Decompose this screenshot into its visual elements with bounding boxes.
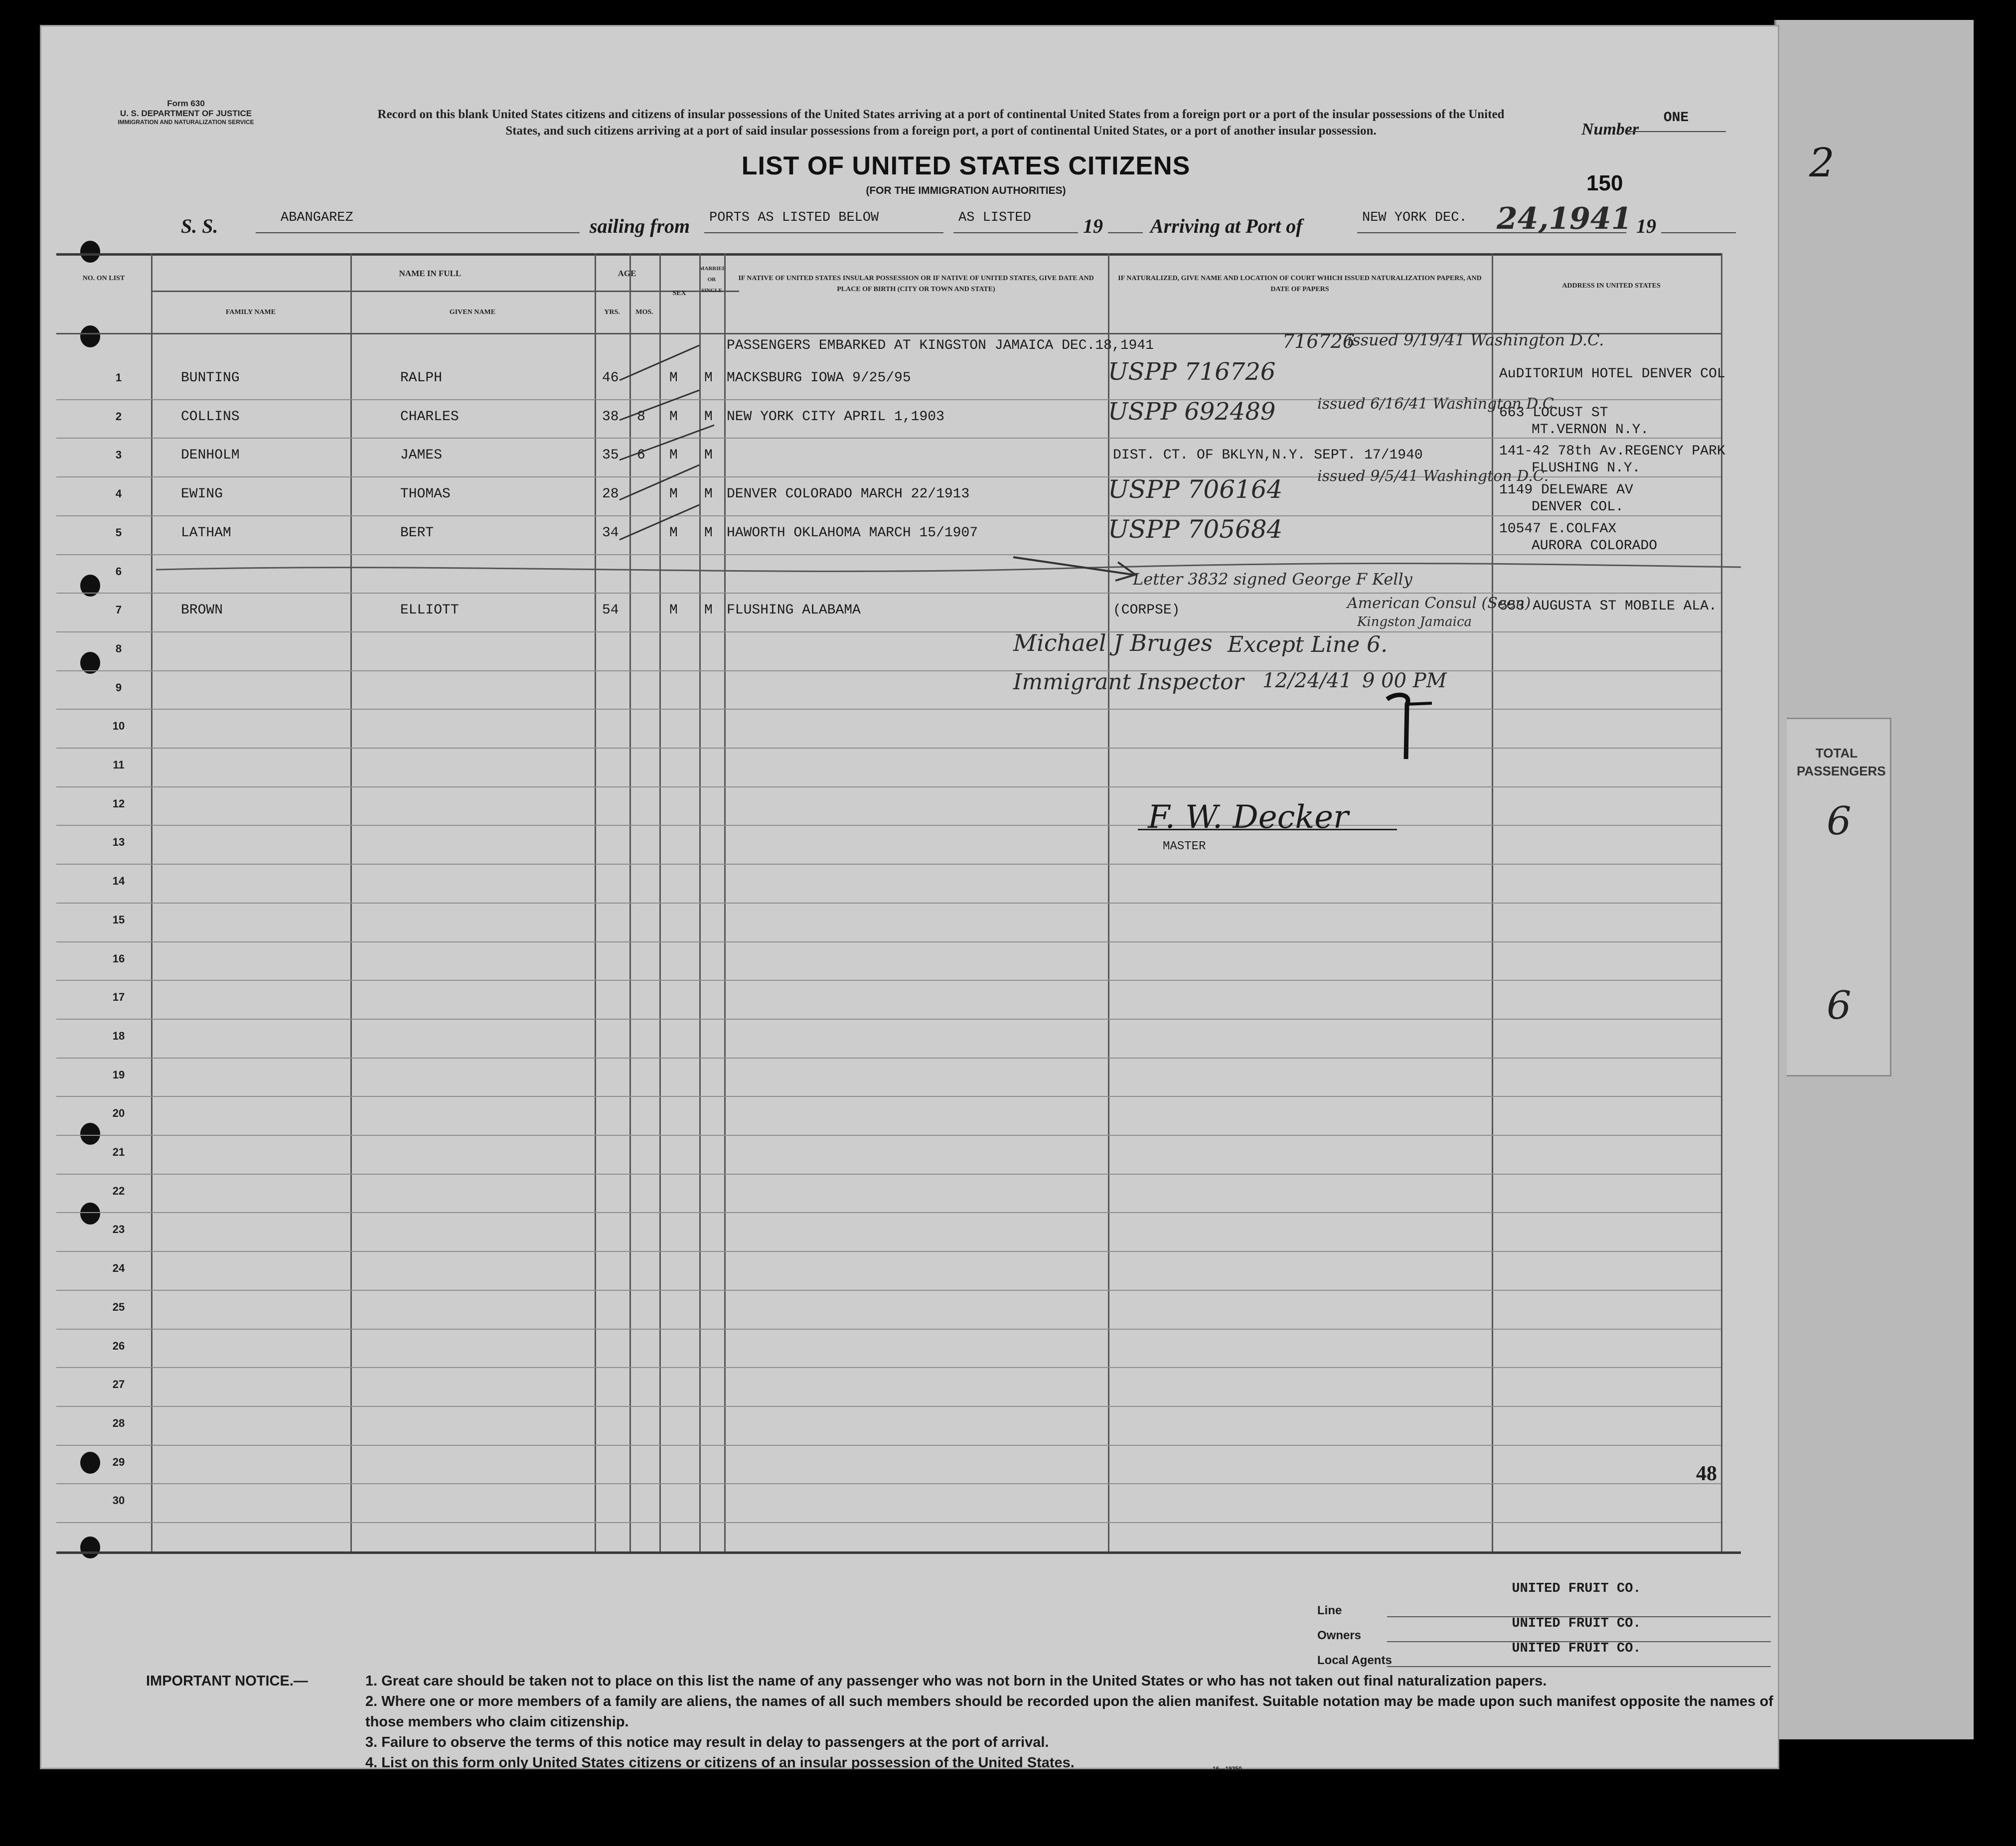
- ship-name: ABANGAREZ: [281, 210, 353, 225]
- corner-mark: 2: [1809, 140, 1835, 186]
- row-number: 5: [115, 526, 122, 539]
- row-number: 10: [112, 720, 125, 733]
- passenger-birthplace: HAWORTH OKLAHOMA MARCH 15/1907: [727, 525, 978, 541]
- arriving-label: Arriving at Port of: [1150, 215, 1303, 237]
- arrival-date: 24,1941: [1497, 201, 1632, 236]
- passenger-marital-status: M: [704, 486, 713, 502]
- passenger-marital-status: M: [704, 448, 713, 463]
- passport-2: USPP 692489: [1108, 398, 1276, 426]
- total-passengers-value-1: 6: [1827, 799, 1852, 844]
- passenger-sex: M: [669, 448, 678, 463]
- passenger-naturalization: (CORPSE): [1113, 603, 1180, 618]
- inspector-title: Immigrant Inspector: [1013, 669, 1244, 695]
- header-name-in-full: NAME IN FULL: [399, 269, 462, 278]
- strike-line: [156, 560, 1741, 580]
- passenger-given-name: THOMAS: [400, 486, 451, 502]
- passport-4: USPP 706164: [1108, 475, 1283, 504]
- master-label: MASTER: [1163, 840, 1206, 853]
- row-number: 19: [112, 1068, 125, 1081]
- year-prefix-1: 19: [1083, 215, 1103, 237]
- row-number: 21: [112, 1146, 125, 1158]
- row-number: 16: [112, 952, 125, 965]
- passenger-family-name: DENHOLM: [181, 448, 240, 463]
- passenger-family-name: EWING: [181, 486, 223, 502]
- inspector-date: 12/24/41: [1262, 669, 1352, 692]
- row-number: 8: [115, 642, 122, 655]
- inspector-signature: Michael J Bruges: [1013, 629, 1213, 656]
- manifest-page: [40, 25, 1779, 1772]
- line-label: Line: [1317, 1604, 1342, 1617]
- print-code: 16—19350: [1213, 1765, 1242, 1772]
- passport-4-issued: issued 9/5/41 Washington D.C.: [1317, 467, 1549, 485]
- line-value: UNITED FRUIT CO.: [1512, 1581, 1641, 1596]
- total-passengers-tab: [1787, 718, 1891, 1077]
- passenger-sex: M: [669, 486, 678, 502]
- passenger-marital-status: M: [704, 370, 713, 386]
- row-number: 2: [115, 410, 122, 423]
- sheet-number: 48: [1696, 1462, 1717, 1485]
- passenger-birthplace: NEW YORK CITY APRIL 1,1903: [727, 409, 944, 425]
- passenger-marital-status: M: [704, 603, 713, 618]
- number-label: Number: [1581, 120, 1639, 139]
- passenger-age-years: 38: [602, 409, 619, 425]
- total-passengers-value-2: 6: [1827, 983, 1852, 1028]
- passenger-birthplace: MACKSBURG IOWA 9/25/95: [727, 370, 911, 386]
- row-number: 15: [112, 913, 125, 926]
- passenger-age-years: 54: [602, 603, 619, 618]
- passenger-sex: M: [669, 603, 678, 618]
- row-number: 20: [112, 1107, 125, 1120]
- passenger-family-name: BUNTING: [181, 370, 240, 386]
- passenger-address-line: 553 AUGUSTA ST MOBILE ALA.: [1499, 599, 1717, 615]
- notice-item-4: 4. List on this form only United States citizens or citizens of an insular possession of the United States.: [365, 1755, 1075, 1771]
- row-rule: [56, 1522, 1721, 1523]
- header-address: ADDRESS IN UNITED STATES: [1562, 282, 1661, 290]
- row-number: 13: [112, 836, 125, 849]
- row-number: 28: [112, 1416, 125, 1429]
- passenger-family-name: COLLINS: [181, 409, 240, 425]
- row-number: 27: [112, 1378, 125, 1391]
- date-from-value: AS LISTED: [958, 210, 1031, 225]
- passenger-address-line: AURORA COLORADO: [1532, 538, 1658, 554]
- master-signature-line: [1138, 829, 1397, 830]
- row-number: 9: [115, 681, 122, 694]
- agents-label: Local Agents: [1317, 1654, 1392, 1667]
- header-native: IF NATIVE OF UNITED STATES INSULAR POSSESSION OR IF NATIVE OF UNITED STATES, GIVE DATE AND PLACE OF BIRTH (CITY OR TOWN AND STATE): [738, 275, 1094, 293]
- inspection-time: 9 00 PM: [1362, 669, 1447, 692]
- header-no: NO. ON LIST: [82, 275, 125, 282]
- total-passengers-label: TOTAL PASSENGERS: [1797, 746, 1886, 778]
- row-number: 23: [112, 1223, 125, 1236]
- ink-blot: [1377, 689, 1437, 764]
- year-prefix-2: 19: [1636, 215, 1656, 237]
- passenger-given-name: RALPH: [400, 370, 443, 386]
- passenger-birthplace: DENVER COLORADO MARCH 22/1913: [727, 486, 970, 502]
- header-family-name: FAMILY NAME: [225, 308, 276, 316]
- notice-item-1: 1. Great care should be taken not to place on this list the name of any passenger who was not born in the United States or who has not taken out final naturalization papers.: [365, 1673, 1547, 1689]
- row-number: 22: [112, 1184, 125, 1197]
- consul-note: American Consul (Seen): [1347, 595, 1531, 612]
- passenger-address-line: 663 LOCUST ST: [1499, 405, 1608, 421]
- except-note: Except Line 6.: [1228, 632, 1388, 657]
- owners-label: Owners: [1317, 1629, 1362, 1642]
- number-value: ONE: [1663, 110, 1689, 126]
- row-number: 14: [112, 875, 125, 888]
- passport-2-issued: issued 6/16/41 Washington D.C.: [1317, 395, 1558, 413]
- passenger-address-line: AuDITORIUM HOTEL DENVER COL: [1499, 366, 1725, 382]
- owners-value: UNITED FRUIT CO.: [1512, 1616, 1641, 1631]
- passenger-address-line: 10547 E.COLFAX: [1499, 521, 1617, 537]
- number-underline: [1626, 131, 1726, 132]
- passenger-given-name: ELLIOTT: [400, 603, 459, 618]
- embarked-note: PASSENGERS EMBARKED AT KINGSTON JAMAICA DEC.18,1941: [727, 338, 1154, 353]
- agents-value: UNITED FRUIT CO.: [1512, 1641, 1641, 1656]
- header-naturalized: IF NATURALIZED, GIVE NAME AND LOCATION OF COURT WHICH ISSUED NATURALIZATION PAPERS, AND DATE OF PAPERS: [1118, 275, 1482, 293]
- passenger-family-name: LATHAM: [181, 525, 231, 541]
- letter-note: Letter 3832 signed George F Kelly: [1133, 570, 1412, 589]
- passenger-given-name: JAMES: [400, 448, 443, 463]
- passenger-age-years: 34: [602, 525, 619, 541]
- passport-1-top: 716726: [1282, 330, 1355, 352]
- department-name: U. S. DEPARTMENT OF JUSTICE: [120, 109, 252, 118]
- header-yrs: YRS.: [604, 308, 620, 316]
- intro-text: Record on this blank United States citizens and citizens of insular possessions of the United States arriving at a port of continental United States from a foreign port or a port of the insular possessions of the United States, and such citizens arriving at a port of said insular possessions from a foreign port, a port of continental United States, or a port of another insular possession.: [377, 108, 1505, 138]
- notice-item-2: 2. Where one or more members of a family are aliens, the names of all such members should be recorded upon the alien manifest. Suitable notation may be made upon such manifest opposite the names of those members who claim citizenship.: [365, 1693, 1773, 1730]
- row-number: 4: [115, 487, 122, 500]
- passenger-age-years: 46: [602, 370, 619, 386]
- passenger-birthplace: FLUSHING ALABAMA: [727, 603, 861, 618]
- passenger-sex: M: [669, 370, 678, 386]
- passenger-family-name: BROWN: [181, 603, 223, 618]
- row-number: 30: [112, 1494, 125, 1507]
- row-number: 29: [112, 1455, 125, 1468]
- header-married-single: MARRIED OR SINGLE: [699, 266, 726, 294]
- header-given-name: GIVEN NAME: [449, 308, 496, 316]
- row-number: 6: [115, 565, 122, 578]
- passenger-age-months: 8: [637, 409, 645, 425]
- row-number: 17: [112, 991, 125, 1004]
- page-title: LIST OF UNITED STATES CITIZENS: [741, 152, 1191, 180]
- kingston-note: Kingston Jamaica: [1357, 615, 1472, 629]
- header-sex: SEX: [672, 290, 686, 297]
- ss-label: S. S.: [181, 215, 218, 237]
- passenger-given-name: CHARLES: [400, 409, 459, 425]
- passenger-table: [56, 253, 1725, 1569]
- notice-heading: IMPORTANT NOTICE.—: [146, 1673, 308, 1689]
- passport-5: USPP 705684: [1108, 515, 1283, 544]
- page-subtitle: (FOR THE IMMIGRATION AUTHORITIES): [866, 185, 1066, 196]
- arrow-mark: [1008, 550, 1148, 590]
- passenger-sex: M: [669, 409, 678, 425]
- row-number: 24: [112, 1262, 125, 1275]
- row-number: 1: [115, 371, 122, 384]
- passenger-naturalization: DIST. CT. OF BKLYN,N.Y. SEPT. 17/1940: [1113, 448, 1423, 463]
- passenger-marital-status: M: [704, 409, 713, 425]
- passenger-age-years: 35: [602, 448, 619, 463]
- form-identifier: [101, 99, 271, 126]
- master-signature: F. W. Decker: [1148, 799, 1349, 836]
- header-mos: MOS.: [635, 308, 653, 316]
- header-age: AGE: [618, 269, 636, 278]
- row-number: 11: [113, 759, 125, 771]
- passport-1-issued: issued 9/19/41 Washington D.C.: [1347, 330, 1604, 349]
- passenger-marital-status: M: [704, 525, 713, 541]
- passenger-address-line: DENVER COL.: [1532, 499, 1624, 515]
- passenger-address-line: MT.VERNON N.Y.: [1532, 422, 1649, 438]
- sailing-from-value: PORTS AS LISTED BELOW: [709, 210, 879, 225]
- row-number: 18: [112, 1029, 125, 1042]
- passenger-address-line: 141-42 78th Av.REGENCY PARK: [1499, 444, 1725, 460]
- notice-item-3: 3. Failure to observe the terms of this notice may result in delay to passengers at the port of arrival.: [365, 1734, 1049, 1750]
- sailing-from-label: sailing from: [590, 215, 690, 237]
- row-number: 26: [112, 1339, 125, 1352]
- passenger-age-months: 6: [637, 448, 645, 463]
- passenger-address-line: 1149 DELEWARE AV: [1499, 482, 1633, 498]
- passenger-sex: M: [669, 525, 678, 541]
- row-number: 3: [115, 449, 122, 462]
- voyage-line: [181, 201, 1736, 238]
- form-number: Form 630: [167, 99, 205, 108]
- page-number: 150: [1586, 171, 1623, 195]
- passenger-age-years: 28: [602, 486, 619, 502]
- passenger-given-name: BERT: [400, 525, 434, 541]
- service-name: IMMIGRATION AND NATURALIZATION SERVICE: [118, 119, 254, 126]
- row-number: 12: [112, 797, 125, 810]
- passenger-address-line: FLUSHING N.Y.: [1532, 461, 1641, 476]
- row-number: 25: [112, 1300, 125, 1313]
- passport-1: USPP 716726: [1108, 358, 1276, 386]
- arrival-port: NEW YORK DEC.: [1362, 210, 1467, 225]
- row-number: 7: [115, 604, 122, 616]
- check-marks: [615, 335, 724, 565]
